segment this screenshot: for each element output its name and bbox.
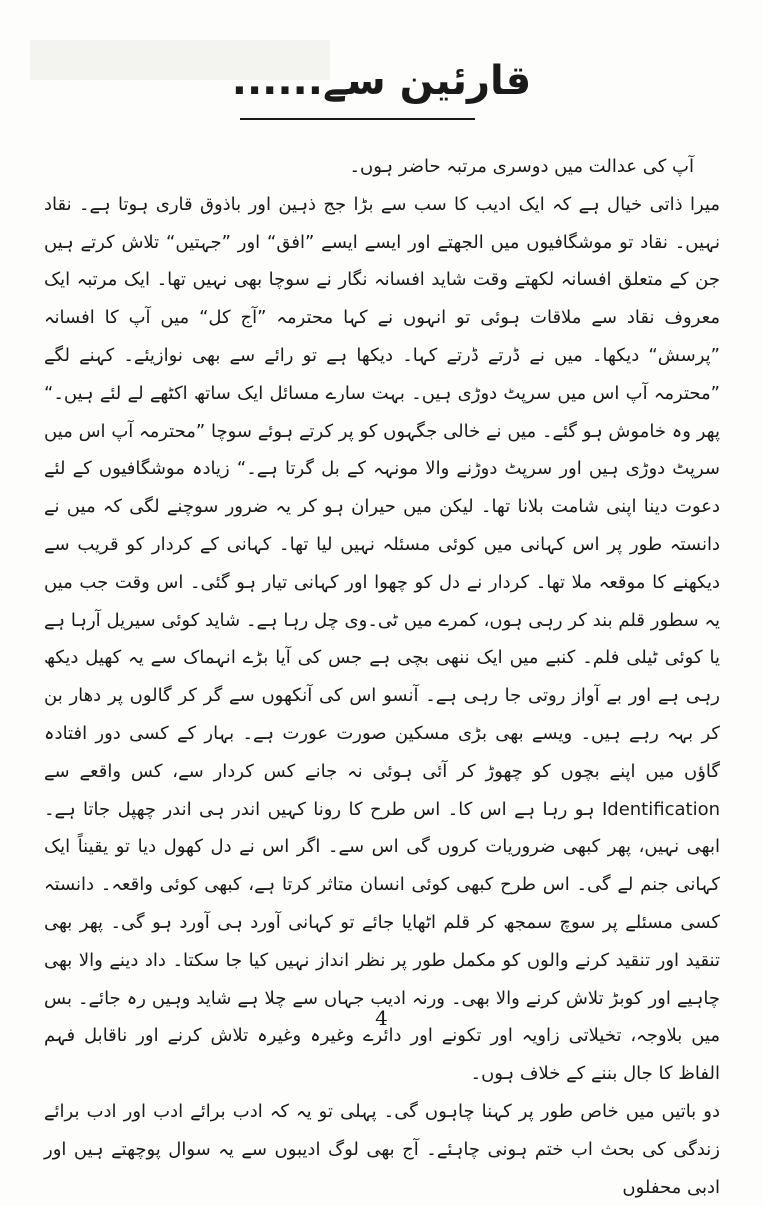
paragraph-3: دو باتیں میں خاص طور پر کہنا چاہوں گی۔ پہلی تو یہ کہ ادب برائے ادب اور ادب برائے زندگی کی بحث اب ختم ہونی چاہئے۔ آج بھی لوگ ادیبوں سے یہ سوال پوچھتے ہیں اور ادبی محفلوں bbox=[44, 1100, 720, 1198]
paragraph-1: آپ کی عدالت میں دوسری مرتبہ حاضر ہوں۔ bbox=[349, 156, 694, 177]
body-text bbox=[44, 148, 720, 1206]
page-heading: قارئین سے...... bbox=[231, 58, 532, 104]
page-number: 4 bbox=[375, 1006, 388, 1030]
paragraph-2: میرا ذاتی خیال ہے کہ ایک ادیب کا سب سے بڑا جج ذہین اور باذوق قاری ہوتا ہے۔ نقاد نہیں۔ نقاد تو موشگافیوں میں الجھتے اور ایسے ایسے ”افق“ اور ”جہتیں“ تلاش کرتے ہیں جن کے متعلق افسانہ لکھتے وقت شاید افسانہ نگار نے سوچا بھی نہیں تھا۔ ایک مرتبہ ایک معروف نقاد سے ملاقات ہوئی تو انہوں نے کہا محترمہ ”آج کل“ میں آپ کا افسانہ ”پرسش“ دیکھا۔ میں نے ڈرتے ڈرتے کہا۔ دیکھا ہے تو رائے سے بھی نوازیئے۔ کہنے لگے ”محترمہ آپ اس میں سرپٹ دوڑی ہیں۔ بہت سارے مسائل ایک ساتھ اکٹھے لے لئے ہیں۔“ پھر وہ خاموش ہو گئے۔ میں نے خالی جگہوں کو پر کرتے ہوئے سوچا ”محترمہ آپ اس میں سرپٹ دوڑی ہیں اور سرپٹ دوڑنے والا مونہہ کے بل گرتا ہے۔“ زیادہ موشگافیوں کے لئے دعوت دینا اپنی شامت بلانا تھا۔ لیکن میں حیران ہو کر یہ ضرور سوچنے لگی کہ میں نے دانستہ طور پر اس کہانی میں کوئی مسئلہ نہیں لیا تھا۔ کہانی کے کردار کو قریب سے دیکھنے کا موقعہ ملا تھا۔ کردار نے دل کو چھوا اور کہانی تیار ہو گئی۔ اس وقت جب میں یہ سطور قلم بند کر رہی ہوں، کمرے میں ٹی۔وی چل رہا ہے۔ شاید کوئی سیریل آرہا ہے یا کوئی ٹیلی فلم۔ کنبے میں ایک ننھی بچی ہے جس کی آیا بڑے انہماک سے یہ کھیل دیکھ رہی ہے اور بے آواز روتی جا رہی ہے۔ آنسو اس کی آنکھوں سے گر کر گالوں پر دھار بن کر بہہ رہے ہیں۔ ویسے بھی بڑی مسکین صورت عورت ہے۔ بہار کے کسی دور افتادہ گاؤں میں اپنے بچوں کو چھوڑ کر آئی ہوئی نہ جانے کس کردار سے، کس واقعے سے Identification ہو رہا ہے اس کا۔ اس طرح کا رونا کہیں اندر ہی اندر چھپل جاتا ہے۔ ابھی نہیں، پھر کبھی ضروریات کروں گی اس سے۔ اگر اس نے دل کھول دیا تو یقیناً ایک کہانی جنم لے گی۔ اس طرح کبھی کوئی انسان متاثر کرتا ہے، کبھی کوئی واقعہ۔ دانستہ کسی مسئلے پر سوچ سمجھ کر قلم اٹھایا جائے تو کہانی آورد ہی آورد ہو گی۔ پھر بھی تنقید اور تنقید کرنے والوں کو مکمل طور پر نظر انداز نہیں کیا جا سکتا۔ داد دینے والا بھی چاہیے اور کوبڑ تلاش کرنے والا بھی۔ ورنہ ادیب جہاں سے چلا ہے شاید وہیں رہ جائے۔ بس میں بلاوجہ، تخیلاتی زاویہ اور تکونے اور دائرے وغیرہ وغیرہ تلاش کرنے اور ناقابل فہم الفاظ کا جال بننے کے خلاف ہوں۔ bbox=[44, 193, 720, 1085]
heading-underline bbox=[240, 118, 475, 120]
